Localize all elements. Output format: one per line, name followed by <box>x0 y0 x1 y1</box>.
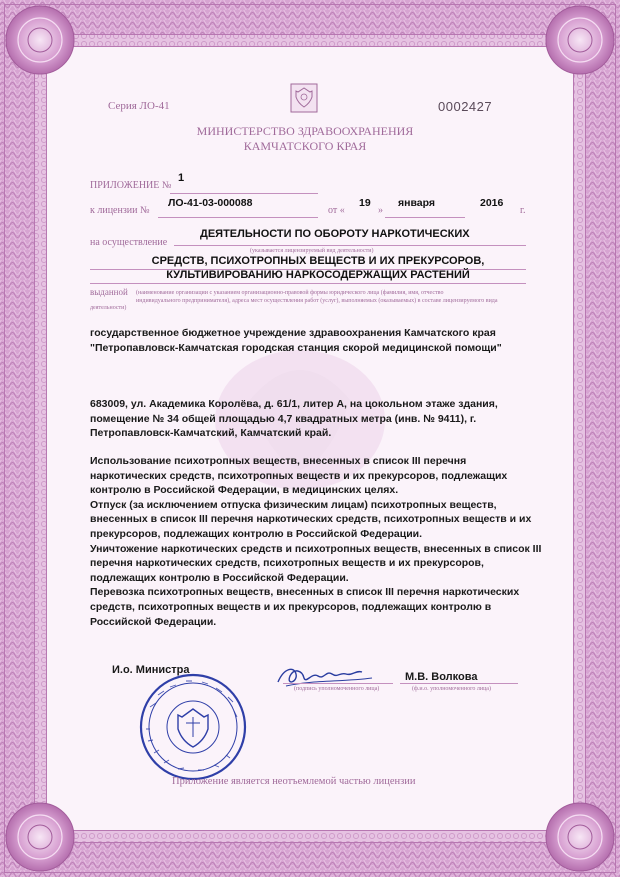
organization-name: государственное бюджетное учреждение здравоохранения Камчатского края "Петропавловск-Камчатская городская станция скорой медицинской помощи" <box>90 327 502 354</box>
activity-underline-3 <box>90 283 526 284</box>
signature-caption: (подпись уполномоченного лица) <box>294 686 380 692</box>
signature-underline <box>283 683 393 684</box>
name-underline <box>400 683 518 684</box>
ministry-line-1: МИНИСТЕРСТВО ЗДРАВООХРАНЕНИЯ <box>196 124 414 138</box>
month-underline <box>385 217 465 218</box>
issued-caption <box>136 289 531 305</box>
license-from-label: от « <box>328 205 345 216</box>
document-number: 0002427 <box>438 99 493 114</box>
signatory-position: И.о. Министра <box>112 664 190 676</box>
appendix-label: ПРИЛОЖЕНИЕ № <box>90 180 172 191</box>
issued-caption-line-2: индивидуального предпринимателя), адреса мест осуществления работ (услуг), выполняемых (оказываемых) в составе лицензируемого вида <box>136 298 498 304</box>
activity-line-1: ДЕЯТЕЛЬНОСТИ ПО ОБОРОТУ НАРКОТИЧЕСКИХ <box>200 228 470 240</box>
series-label: Серия ЛО-41 <box>108 100 170 112</box>
ministry-name <box>140 124 470 154</box>
signatory-name: М.В. Волкова <box>405 671 478 683</box>
work-item: Перевозка психотропных веществ, внесенных в список III перечня наркотических средств, психотропных веществ и их прекурсоров, подлежащих контролю в Российской Федерации. <box>90 586 520 628</box>
work-item: Уничтожение наркотических средств и психотропных веществ, внесенных в список III перечня наркотических средств, психотропных веществ и их прекурсоров, подлежащих контролю в Российской Федерации. <box>90 542 542 584</box>
activity-caption: (указывается лицензируемый вид деятельности) <box>250 248 374 254</box>
license-day: 19 <box>359 197 371 209</box>
license-year-suffix: г. <box>520 205 526 216</box>
license-underline <box>158 217 318 218</box>
coat-of-arms-icon <box>290 83 318 113</box>
license-month: января <box>398 197 436 209</box>
work-item: Использование психотропных веществ, внесенных в список III перечня наркотических средств, психотропных веществ и их прекурсоров, подлежащих контролю в Российской Федерации, в медицинских целях. <box>90 455 508 497</box>
issued-caption-line-3: деятельности) <box>90 305 127 311</box>
organization-address: 683009, ул. Академика Королёва, д. 61/1, литер А, на цокольном этаже здания, помещение № 34 общей площадью 4,7 квадратных метра (инв. № 9411), г. Петропавловск-Камчатский, Камчатский край. <box>90 398 498 440</box>
corner-rosette-icon <box>6 6 74 74</box>
license-year: 2016 <box>480 197 504 209</box>
activity-underline-1 <box>174 245 526 246</box>
activity-line-3: КУЛЬТИВИРОВАНИЮ НАРКОСОДЕРЖАЩИХ РАСТЕНИЙ <box>166 269 470 281</box>
license-number: ЛО-41-03-000088 <box>168 197 253 209</box>
issued-label: выданной <box>90 287 128 297</box>
appendix-value: 1 <box>178 172 185 184</box>
issued-caption-line-1: (наименование организации с указанием организационно-правовой формы юридического лица (фамилия, имя, отчество <box>136 290 444 296</box>
activity-line-2: СРЕДСТВ, ПСИХОТРОПНЫХ ВЕЩЕСТВ И ИХ ПРЕКУРСОРОВ, <box>151 255 485 267</box>
activity-label: на осуществление <box>90 237 168 248</box>
official-stamp-icon <box>118 667 268 783</box>
works-list <box>90 454 542 629</box>
license-label: к лицензии № <box>90 205 150 216</box>
footer-note: Приложение является неотъемлемой частью лицензии <box>172 776 416 787</box>
appendix-underline <box>170 193 318 194</box>
license-day-close: » <box>378 205 383 216</box>
work-item: Отпуск (за исключением отпуска физическим лицам) психотропных веществ, внесенных в список III перечня наркотических средств, психотропных веществ и их прекурсоров, подлежащих контролю в Российской Федерации. <box>90 498 532 540</box>
ministry-line-2: КАМЧАТСКОГО КРАЯ <box>243 139 367 153</box>
name-caption: (ф.и.о. уполномоченного лица) <box>412 686 491 692</box>
